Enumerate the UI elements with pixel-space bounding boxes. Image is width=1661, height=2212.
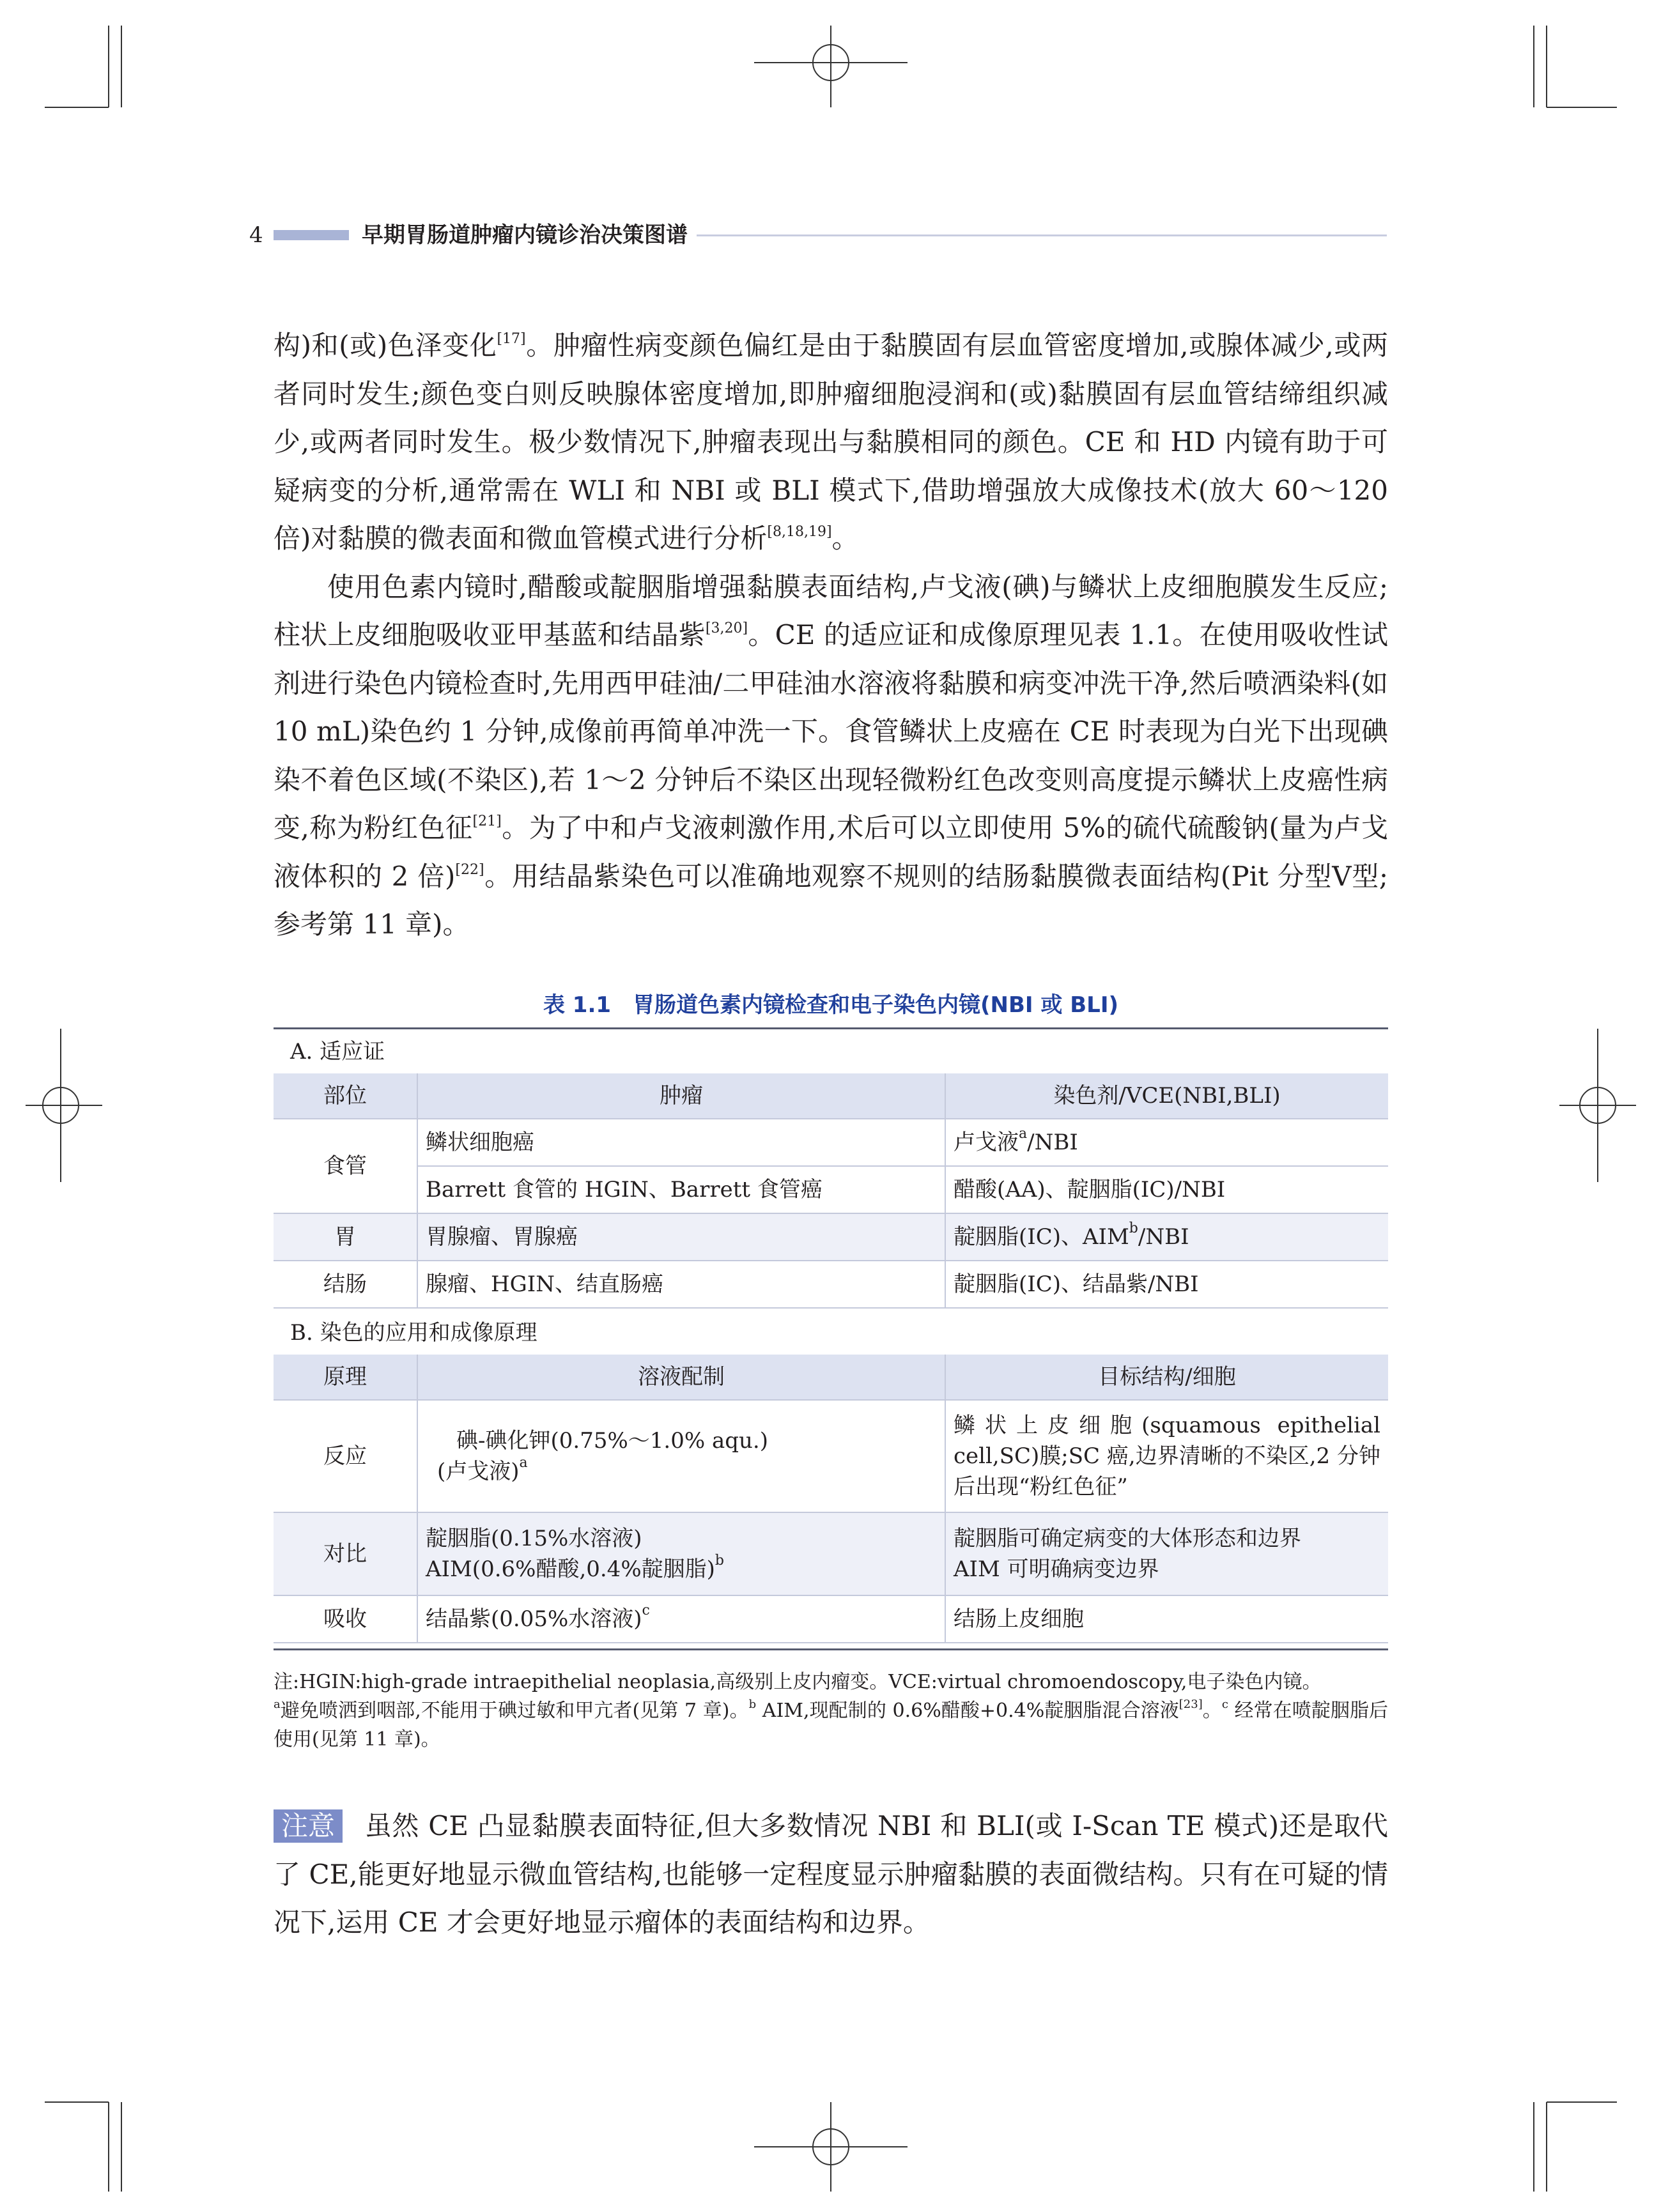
book-title: 早期胃肠道肿瘤内镜诊治决策图谱 (362, 222, 688, 248)
cell: 醋酸(AA)、靛胭脂(IC)/NBI (945, 1166, 1388, 1213)
section-b-label: B. 染色的应用和成像原理 (290, 1320, 537, 1346)
running-header (249, 220, 1387, 250)
cell: 靛胭脂(0.15%水溶液) AIM(0.6%醋酸,0.4%靛胭脂)$^b$ (417, 1512, 945, 1595)
text-run: 构)和(或)色泽变化 (274, 330, 497, 361)
attention-badge: 注意 (274, 1809, 343, 1843)
table-section-b (274, 1355, 1388, 1643)
cell: 碘-碘化钾(0.75%～1.0% aqu.) (卢戈液)$^a$ (417, 1400, 945, 1512)
cell: 靛胭脂(IC)、AIM$^b$/NBI (945, 1213, 1388, 1261)
table-notes (274, 1668, 1388, 1754)
col-header-site: 部位 (274, 1073, 417, 1119)
cell: 反应 (274, 1400, 417, 1512)
cell: 对比 (274, 1512, 417, 1595)
text-run: 使用色素内镜时,醋酸或靛胭脂增强黏膜表面结构,卢戈液(碘)与鳞状上皮细胞膜发生反应;柱状上皮细胞吸收亚甲基蓝和结晶紫 (274, 571, 1388, 650)
table-row (274, 1166, 1388, 1213)
cell: 结肠 (274, 1261, 417, 1308)
citation-ref: [21] (472, 813, 502, 829)
table-row (274, 1119, 1388, 1166)
paragraph-1 (274, 321, 1388, 563)
cell: 鳞状上皮细胞(squamous epithelial cell,SC)膜;SC 癌,边界清晰的不染区,2 分钟后出现“粉红色征” (945, 1400, 1388, 1512)
page-number: 4 (249, 222, 263, 248)
paragraph-2 (274, 563, 1388, 949)
body-text (274, 321, 1388, 949)
header-rule (697, 234, 1387, 236)
table-row (274, 1213, 1388, 1261)
table-row (274, 1595, 1388, 1643)
col-header-principle: 原理 (274, 1355, 417, 1400)
citation-ref: [22] (455, 861, 484, 878)
text-run: 。 (831, 523, 859, 554)
cell: 结肠上皮细胞 (945, 1595, 1388, 1643)
citation-ref: [3,20] (705, 620, 748, 636)
col-header-stain: 染色剂/VCE(NBI,BLI) (945, 1073, 1388, 1119)
cell: 靛胭脂可确定病变的大体形态和边界 AIM 可明确病变边界 (945, 1512, 1388, 1595)
text-run: 。肿瘤性病变颜色偏红是由于黏膜固有层血管密度增加,或腺体减少,或两者同时发生;颜色变白则反映腺体密度增加,即肿瘤细胞浸润和(或)黏膜固有层血管结缔组织减少,或两者同时发生。极少数情况下,肿瘤表现出与黏膜相同的颜色。CE 和 HD 内镜有助于可疑病变的分析,通常需在 WLI 和 NBI 或 BLI 模式下,借助增强放大成像技术(放大 60～120 倍)对黏膜的微表面和微血管模式进行分析 (274, 330, 1388, 554)
table-bottom-rule (274, 1648, 1388, 1650)
cell: 胃 (274, 1213, 417, 1261)
cell: 结晶紫(0.05%水溶液)$^c$ (417, 1595, 945, 1643)
table-row (274, 1400, 1388, 1512)
attention-box (274, 1802, 1388, 1947)
cell: Barrett 食管的 HGIN、Barrett 食管癌 (417, 1166, 945, 1213)
section-a-label: A. 适应证 (290, 1039, 385, 1064)
cell: 靛胭脂(IC)、结晶紫/NBI (945, 1261, 1388, 1308)
cell: 吸收 (274, 1595, 417, 1643)
citation-ref: [17] (497, 331, 526, 347)
table-row (274, 1512, 1388, 1595)
table-section-a (274, 1073, 1388, 1309)
note-abbreviations: 注:HGIN:high-grade intraepithelial neoplasia,高级别上皮内瘤变。VCE:virtual chromoendoscopy,电子染色内镜。 (274, 1671, 1322, 1693)
note-footnotes: $^a$避免喷洒到咽部,不能用于碘过敏和甲亢者(见第 7 章)。$^b$ AIM,现配制的 0.6%醋酸+0.4%靛胭脂混合溶液[23]。$^c$ 经常在喷靛胭脂后使用(见第 11 章)。 (274, 1698, 1389, 1751)
col-header-target: 目标结构/细胞 (945, 1355, 1388, 1400)
text-run: 。为了中和卢戈液刺激作用,术后可以立即使用 5%的硫代硫酸钠(量为卢戈液体积的 2 倍) (274, 812, 1388, 892)
attention-text: 虽然 CE 凸显黏膜表面特征,但大多数情况 NBI 和 BLI(或 I‑Scan TE 模式)还是取代了 CE,能更好地显示微血管结构,也能够一定程度显示肿瘤黏膜的表面微结构。只有在可疑的情况下,运用 CE 才会更好地显示瘤体的表面结构和边界。 (274, 1810, 1388, 1938)
cell: 腺瘤、HGIN、结直肠癌 (417, 1261, 945, 1308)
cell: 胃腺瘤、胃腺癌 (417, 1213, 945, 1261)
text-run: 。CE 的适应证和成像原理见表 1.1。在使用吸收性试剂进行染色内镜检查时,先用西甲硅油/二甲硅油水溶液将黏膜和病变冲洗干净,然后喷洒染料(如 10 mL)染色约 1 分钟,成像前再简单冲洗一下。食管鳞状上皮癌在 CE 时表现为白光下出现碘染不着色区域(不染区),若 1～2 分钟后不染区出现轻微粉红色改变则高度提示鳞状上皮癌性病变,称为粉红色征 (274, 619, 1388, 843)
cell: 鳞状细胞癌 (417, 1119, 945, 1166)
header-accent-bar (274, 230, 349, 240)
table-row (274, 1261, 1388, 1308)
col-header-solution: 溶液配制 (417, 1355, 945, 1400)
cell-esophagus: 食管 (274, 1119, 417, 1213)
col-header-tumor: 肿瘤 (417, 1073, 945, 1119)
cell: 卢戈液$^a$/NBI (945, 1119, 1388, 1166)
table-top-rule (274, 1027, 1388, 1029)
table-caption: 表 1.1 胃肠道色素内镜检查和电子染色内镜(NBI 或 BLI) (543, 992, 1119, 1018)
text-run: 。用结晶紫染色可以准确地观察不规则的结肠黏膜微表面结构(Pit 分型Ⅴ型;参考第 11 章)。 (274, 860, 1388, 940)
citation-ref: [8,18,19] (767, 524, 832, 540)
